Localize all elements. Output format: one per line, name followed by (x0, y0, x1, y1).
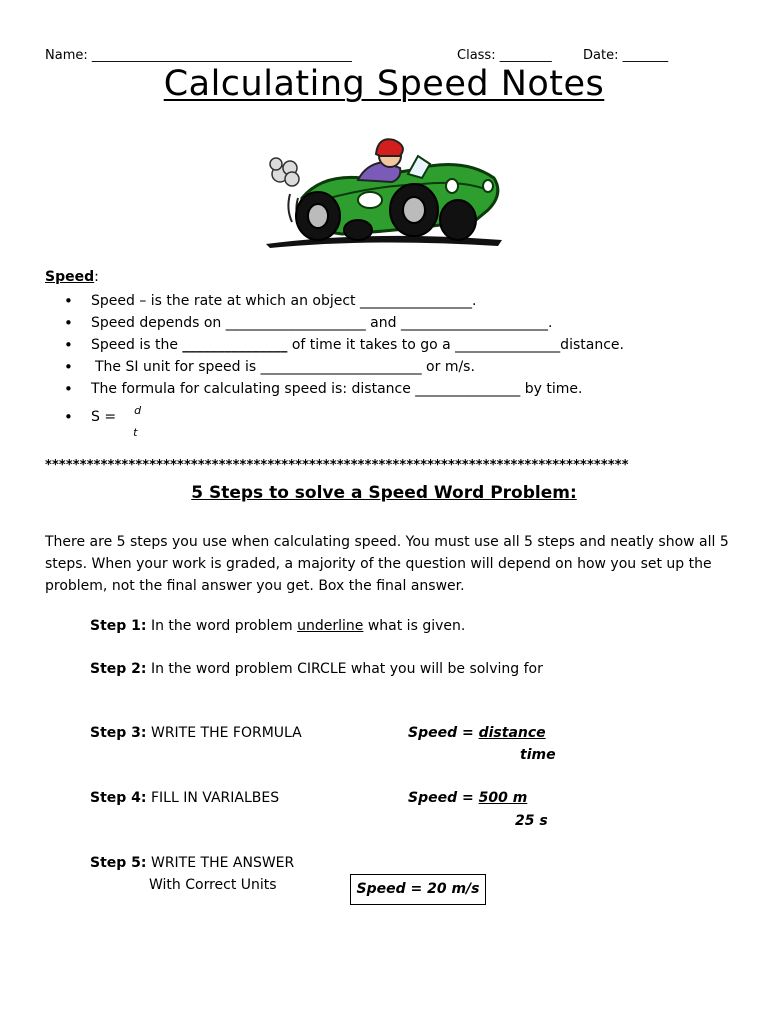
step-4: Step 4: FILL IN VARIALBES (90, 790, 280, 806)
list-item: • S = d t (64, 400, 624, 434)
step-3-formula: Speed = distance (408, 725, 546, 741)
step-3: Step 3: WRITE THE FORMULA (90, 725, 302, 741)
step-4-denominator: 25 s (515, 813, 548, 829)
class-field-label: Class: ________ (457, 48, 552, 63)
fill-blank: _______________ (182, 337, 288, 353)
speed-heading: Speed: (45, 269, 99, 285)
race-car-icon (262, 134, 507, 250)
step-5-units-note: With Correct Units (149, 877, 277, 893)
star-divider: ************************************************************************************ (45, 458, 629, 473)
step-3-denominator: time (520, 747, 556, 763)
list-item: • Speed – is the rate at which an object ________________. (64, 290, 624, 312)
page-title: Calculating Speed Notes (163, 64, 605, 104)
race-car-illustration (262, 134, 507, 254)
list-item: • Speed depends on ____________________ and _____________________. (64, 312, 624, 334)
steps-heading: 5 Steps to solve a Speed Word Problem: (191, 483, 577, 503)
list-item: • The formula for calculating speed is: distance _______________ by time. (64, 378, 624, 400)
list-item: • The SI unit for speed is _______________________ or m/s. (64, 356, 624, 378)
answer-box: Speed = 20 m/s (350, 874, 486, 905)
intro-paragraph: There are 5 steps you use when calculating speed. You must use all 5 steps and neatly show all 5 steps. When your work is graded, a majority of the question will depend on how you set up the problem, not the final answer you get. Box the final answer. (45, 534, 729, 594)
step-5: Step 5: WRITE THE ANSWER (90, 855, 295, 871)
step-4-formula: Speed = 500 m (408, 790, 528, 806)
name-field-label: Name: ________________________________________ (45, 48, 352, 63)
date-field-label: Date: _______ (583, 48, 669, 63)
step-2: Step 2: In the word problem CIRCLE what you will be solving for (90, 661, 543, 677)
speed-fraction: d t (133, 404, 142, 439)
list-item: • Speed is the _______________ of time it takes to go a _______________distance. (64, 334, 624, 356)
speed-notes-list (64, 290, 624, 439)
step-1: Step 1: In the word problem underline what is given. (90, 618, 466, 634)
